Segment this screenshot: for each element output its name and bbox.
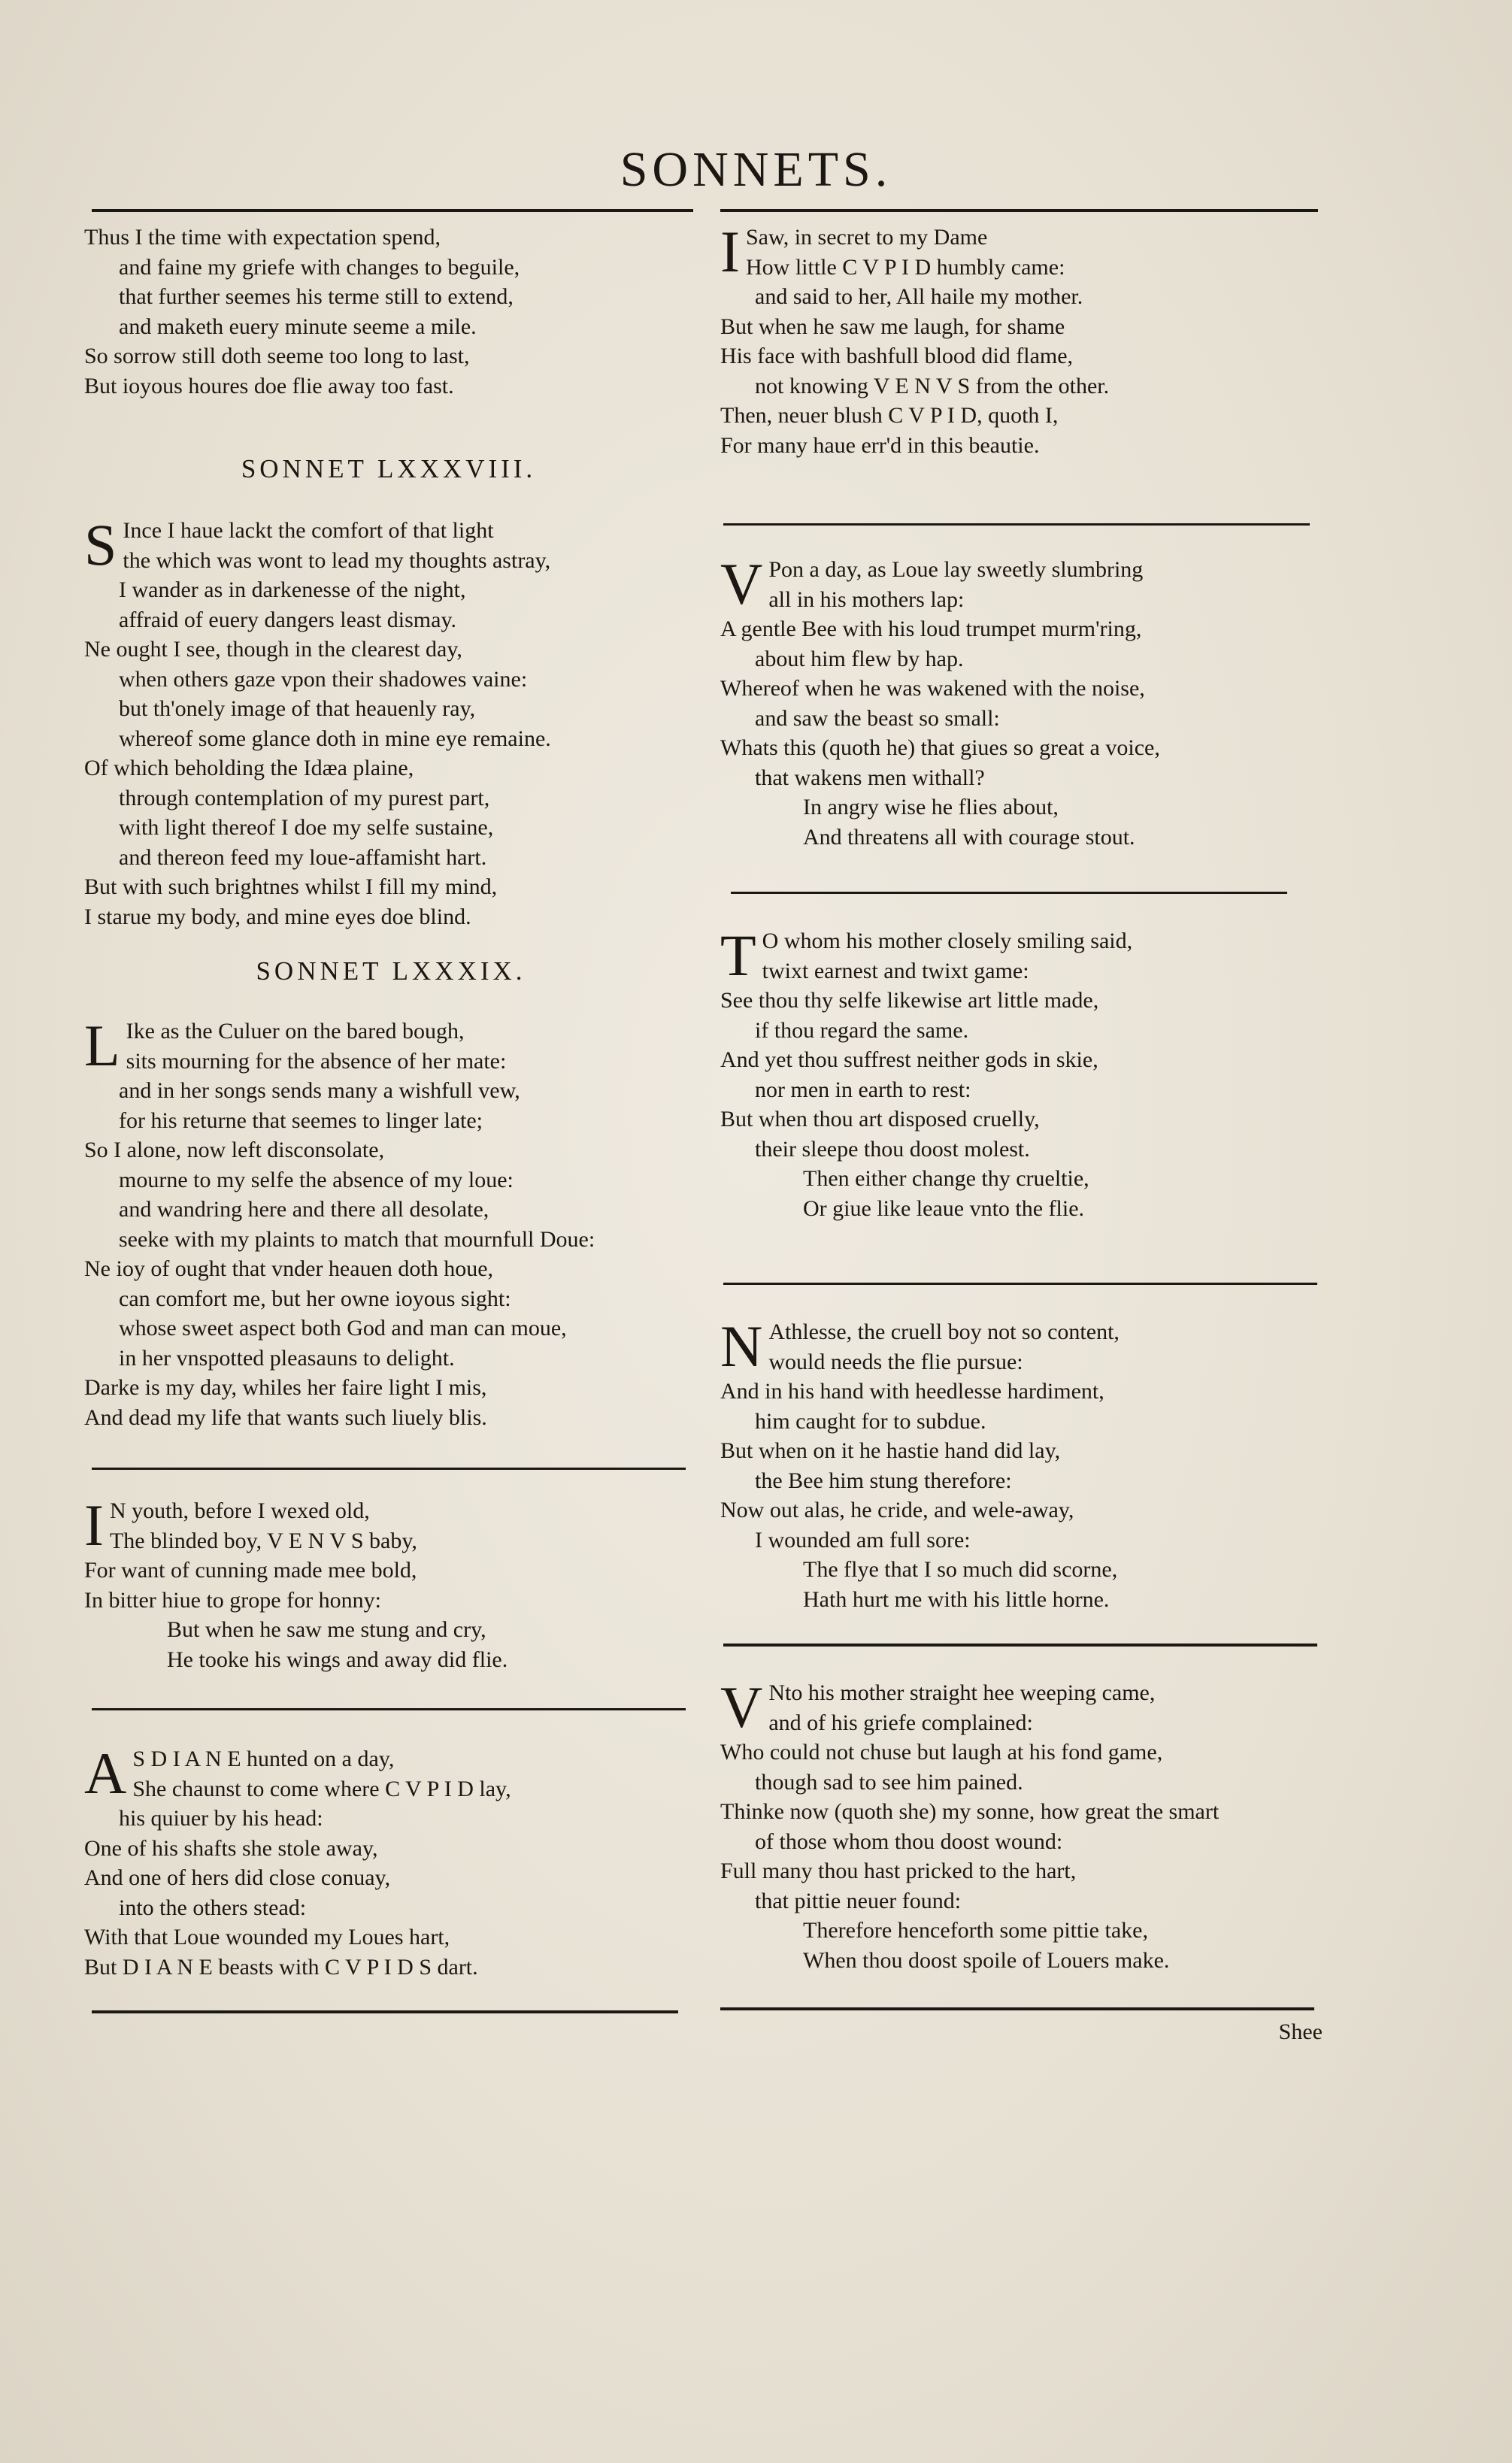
epigram-6: [720, 1313, 1322, 1614]
verse-line: Saw, in secret to my Dame: [745, 225, 988, 250]
verse-line: In bitter hiue to grope for honny:: [84, 1587, 381, 1613]
verse-line: Hath hurt me with his little horne.: [803, 1586, 1110, 1612]
verse-line: with light thereof I doe my selfe sustaine,: [119, 815, 494, 840]
verse-line: about him flew by hap.: [755, 646, 964, 671]
verse-line: in her vnspotted pleasauns to delight.: [119, 1345, 455, 1371]
verse-line: She chaunst to come where C V P I D lay,: [132, 1776, 511, 1801]
verse-line: His face with bashfull blood did flame,: [720, 344, 1074, 368]
verse-line: his quiuer by his head:: [119, 1806, 323, 1831]
verse-line: and said to her, All haile my mother.: [755, 284, 1083, 309]
verse-line: seeke with my plaints to match that mournfull Doue:: [119, 1226, 595, 1252]
verse-line: Then either change thy crueltie,: [803, 1166, 1089, 1191]
section-rule: [723, 1283, 1317, 1285]
drop-cap: N: [720, 1313, 763, 1379]
verse-line: and saw the beast so small:: [755, 705, 1000, 731]
verse-line: But D I A N E beasts with C V P I D S dart.: [84, 1954, 478, 1980]
verse-line: Therefore henceforth some pittie take,: [803, 1918, 1148, 1943]
top-rule-left: [92, 209, 693, 212]
drop-cap: I: [720, 219, 740, 284]
sonnet-88-heading: SONNET LXXXVIII.: [241, 454, 537, 483]
verse-line: when others gaze vpon their shadowes vaine:: [119, 666, 528, 692]
verse-line: would needs the flie pursue:: [768, 1349, 1023, 1374]
verse-line: Whereof when he was wakened with the noise,: [720, 676, 1145, 701]
verse-line: that wakens men withall?: [755, 765, 985, 790]
verse-line: Full many thou hast pricked to the hart,: [720, 1859, 1077, 1883]
verse-line: I starue my body, and mine eyes doe blind.: [84, 904, 471, 929]
sonnet-88: [84, 512, 693, 932]
verse-line: Pon a day, as Loue lay sweetly slumbring: [768, 557, 1144, 582]
verse-line: that pittie neuer found:: [755, 1888, 962, 1913]
verse-line: and thereon feed my loue-affamisht hart.: [119, 844, 487, 870]
verse-line: But ioyous houres doe flie away too fast.: [84, 373, 454, 398]
verse-line: Ne ioy of ought that vnder heauen doth houe,: [84, 1256, 494, 1281]
sonnet-89-heading: SONNET LXXXIX.: [256, 956, 526, 986]
verse-line: And yet thou suffrest neither gods in skie,: [720, 1047, 1098, 1072]
verse-line: So I alone, now left disconsolate,: [84, 1138, 385, 1162]
verse-line: him caught for to subdue.: [755, 1408, 986, 1434]
epigram-5: [720, 922, 1322, 1223]
verse-line: and maketh euery minute seeme a mile.: [119, 314, 477, 339]
verse-line: the which was wont to lead my thoughts astray,: [123, 547, 551, 573]
verse-line: twixt earnest and twixt game:: [762, 958, 1029, 983]
verse-line: if thou regard the same.: [755, 1017, 969, 1043]
verse-line: Thus I the time with expectation spend,: [84, 225, 441, 250]
verse-line: Now out alas, he cride, and wele-away,: [720, 1498, 1074, 1522]
verse-line: Ne ought I see, though in the clearest day,: [84, 637, 462, 662]
verse-line: S D I A N E hunted on a day,: [132, 1747, 395, 1771]
verse-line: Of which beholding the Idæa plaine,: [84, 756, 414, 780]
verse-line: can comfort me, but her owne ioyous sight:: [119, 1286, 511, 1311]
verse-line: But with such brightnes whilst I fill my mind,: [84, 874, 498, 899]
verse-line: all in his mothers lap:: [768, 586, 965, 612]
drop-cap: A: [84, 1740, 127, 1806]
verse-line: affraid of euery dangers least dismay.: [119, 607, 456, 632]
verse-line: Who could not chuse but laugh at his fond game,: [720, 1740, 1163, 1765]
verse-line: See thou thy selfe likewise art little made,: [720, 988, 1099, 1013]
verse-line: I wander as in darkenesse of the night,: [119, 577, 466, 602]
section-rule: [731, 892, 1287, 894]
verse-line: And dead my life that wants such liuely blis.: [84, 1404, 487, 1430]
verse-line: Nto his mother straight hee weeping came,: [768, 1680, 1156, 1705]
verse-line: and in her songs sends many a wishfull vew,: [119, 1078, 520, 1103]
epigram-1: [84, 1492, 693, 1674]
drop-cap: L: [84, 1013, 120, 1078]
epigram-3: [720, 219, 1322, 460]
epigram-2: [84, 1740, 693, 1982]
verse-line: that further seemes his terme still to extend,: [119, 284, 514, 309]
epigram-4: [720, 551, 1322, 852]
verse-line: Ike as the Culuer on the bared bough,: [126, 1019, 465, 1044]
verse-line: But when thou art disposed cruelly,: [720, 1107, 1040, 1132]
verse-line: and of his griefe complained:: [768, 1710, 1033, 1735]
section-rule: [723, 523, 1310, 526]
verse-line: Whats this (quoth he) that giues so great a voice,: [720, 735, 1160, 760]
drop-cap: S: [84, 512, 117, 577]
verse-line: For many haue err'd in this beautie.: [720, 432, 1040, 458]
verse-line: I wounded am full sore:: [755, 1527, 971, 1553]
section-rule: [723, 1644, 1317, 1647]
section-rule: [720, 2007, 1314, 2010]
verse-line: into the others stead:: [119, 1895, 307, 1920]
verse-line: The flye that I so much did scorne,: [803, 1557, 1118, 1582]
section-rule: [92, 1468, 686, 1470]
verse-line: and faine my griefe with changes to beguile,: [119, 254, 520, 280]
verse-line: sits mourning for the absence of her mate:: [126, 1048, 507, 1074]
verse-line: So sorrow still doth seeme too long to last,: [84, 344, 470, 368]
verse-line: not knowing V E N V S from the other.: [755, 373, 1110, 398]
verse-line: With that Loue wounded my Loues hart,: [84, 1925, 450, 1949]
verse-line: Thinke now (quoth she) my sonne, how great the smart: [720, 1799, 1220, 1824]
page-title: SONNETS.: [620, 142, 892, 197]
verse-line: Then, neuer blush C V P I D, quoth I,: [720, 403, 1059, 428]
verse-line: And in his hand with heedlesse hardiment,: [720, 1379, 1104, 1404]
verse-line: the Bee him stung therefore:: [755, 1468, 1012, 1493]
top-rule-right: [720, 209, 1318, 212]
verse-line: One of his shafts she stole away,: [84, 1835, 378, 1861]
verse-line: And one of hers did close conuay,: [84, 1865, 391, 1890]
verse-line: Athlesse, the cruell boy not so content,: [768, 1319, 1120, 1344]
drop-cap: T: [720, 922, 756, 988]
verse-line: of those whom thou doost wound:: [755, 1828, 1063, 1854]
verse-line: Darke is my day, whiles her faire light I mis,: [84, 1375, 487, 1400]
verse-line: For want of cunning made mee bold,: [84, 1558, 417, 1583]
verse-line: through contemplation of my purest part,: [119, 785, 490, 810]
verse-line: How little C V P I D humbly came:: [745, 254, 1065, 280]
verse-line: In angry wise he flies about,: [803, 795, 1059, 819]
verse-line: nor men in earth to rest:: [755, 1077, 971, 1102]
verse-line: When thou doost spoile of Louers make.: [803, 1947, 1170, 1973]
verse-line: and wandring here and there all desolate,: [119, 1197, 489, 1222]
verse-line: But when he saw me laugh, for shame: [720, 314, 1065, 339]
verse-line: Ince I haue lackt the comfort of that light: [123, 518, 494, 543]
verse-line: But when on it he hastie hand did lay,: [720, 1438, 1061, 1463]
verse-line: though sad to see him pained.: [755, 1769, 1023, 1795]
verse-line: But when he saw me stung and cry,: [167, 1617, 486, 1642]
section-rule: [92, 2010, 678, 2013]
verse-line: The blinded boy, V E N V S baby,: [109, 1528, 417, 1553]
verse-line: whereof some glance doth in mine eye remaine.: [119, 726, 551, 751]
verse-line: And threatens all with courage stout.: [803, 824, 1135, 850]
verse-line: whose sweet aspect both God and man can moue,: [119, 1316, 567, 1341]
verse-line: but th'onely image of that heauenly ray,: [119, 696, 476, 721]
drop-cap: I: [84, 1492, 104, 1558]
verse-line: O whom his mother closely smiling said,: [762, 929, 1133, 953]
verse-line: He tooke his wings and away did flie.: [167, 1647, 508, 1672]
sonnet-89: [84, 1013, 693, 1432]
verse-line: their sleepe thou doost molest.: [755, 1136, 1030, 1162]
opening-stanza: [84, 223, 693, 401]
catchword: Shee: [1278, 2019, 1323, 2044]
section-rule: [92, 1708, 686, 1710]
verse-line: A gentle Bee with his loud trumpet murm'ring,: [720, 617, 1142, 641]
epigram-7: [720, 1674, 1322, 1975]
drop-cap: V: [720, 551, 763, 617]
verse-line: N youth, before I wexed old,: [109, 1498, 370, 1523]
verse-line: for his returne that seemes to linger late;: [119, 1107, 483, 1133]
verse-line: mourne to my selfe the absence of my loue:: [119, 1167, 514, 1192]
verse-line: Or giue like leaue vnto the flie.: [803, 1195, 1085, 1221]
drop-cap: V: [720, 1674, 763, 1740]
